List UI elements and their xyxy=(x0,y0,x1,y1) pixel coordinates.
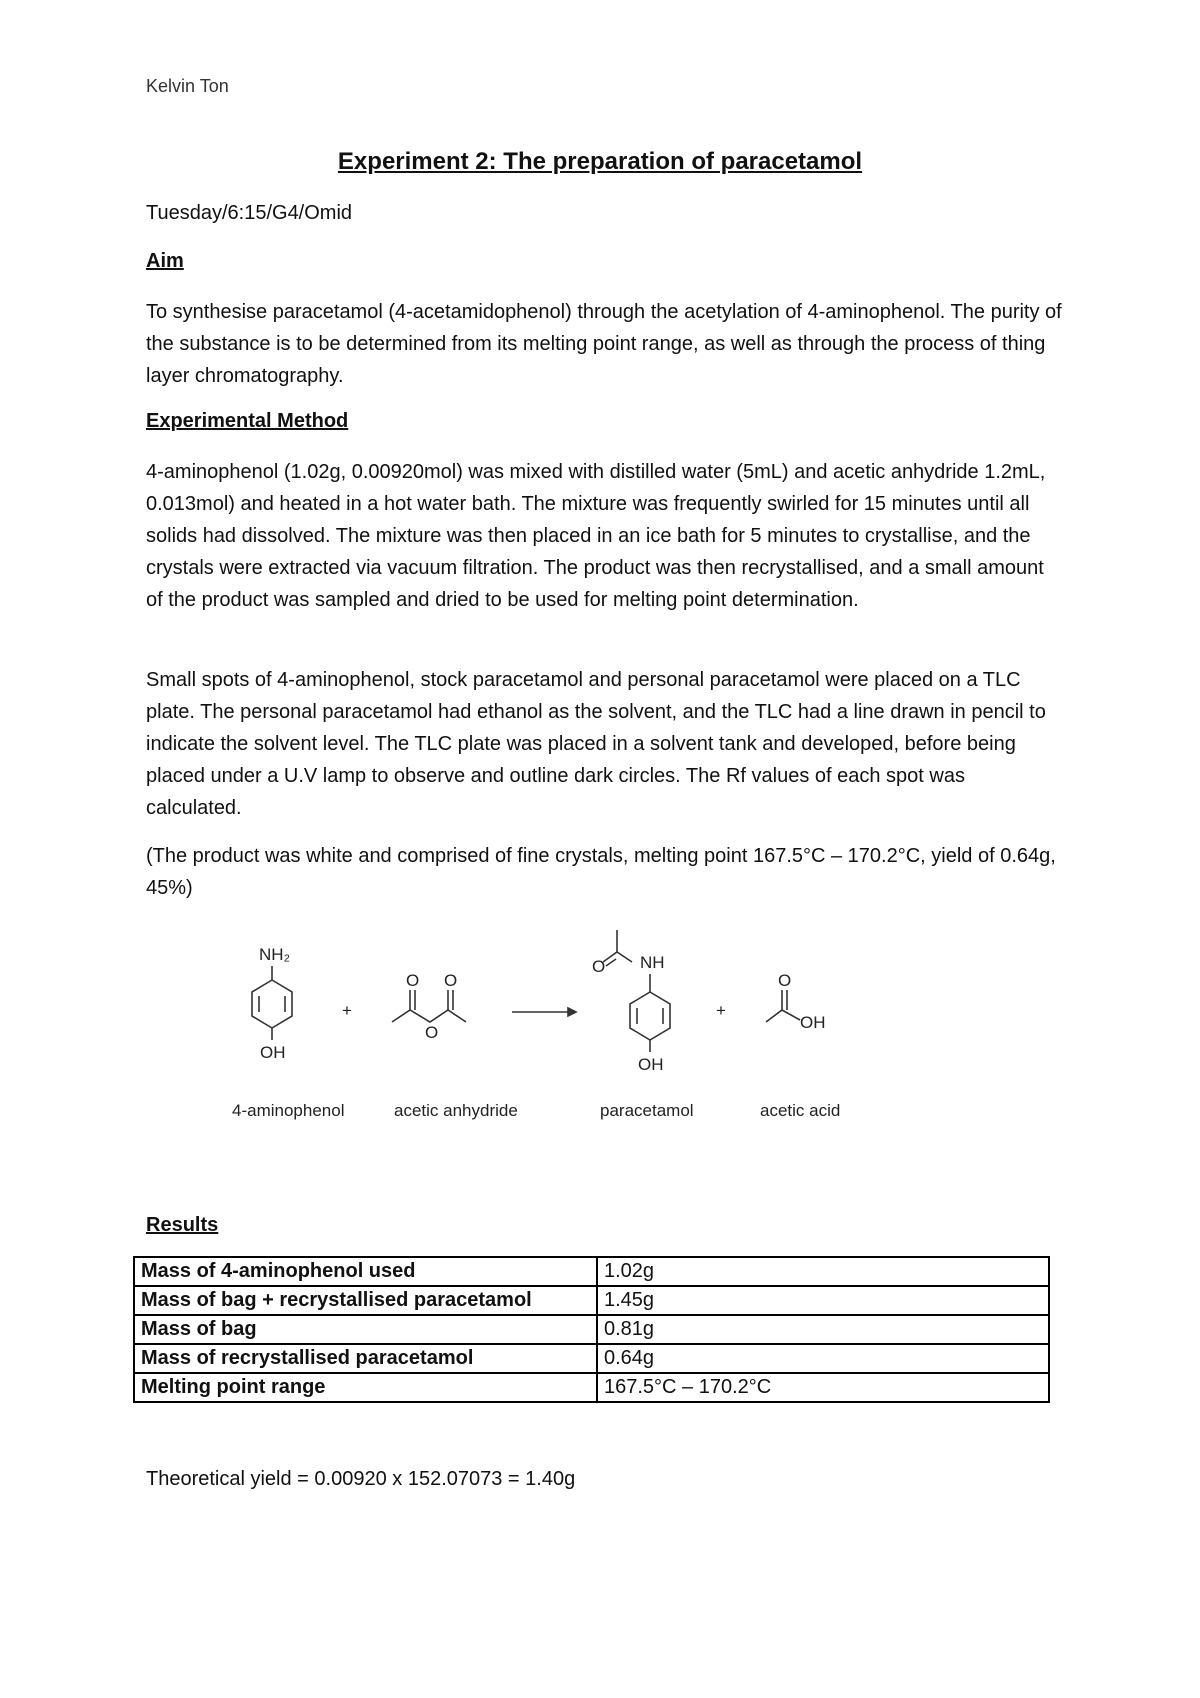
carbonyl-oxygen-label-1: O xyxy=(406,971,420,990)
document-title: Experiment 2: The preparation of paracetamol xyxy=(337,148,863,175)
amide-oxygen-label: O xyxy=(592,957,606,976)
row-label: Mass of bag xyxy=(134,1315,597,1344)
row-value: 0.64g xyxy=(597,1344,1049,1373)
aim-text: To synthesise paracetamol (4-acetamidophenol) through the acetylation of 4-aminophenol. The purity of the substance is to be determined from its melting point range, as well as through the process of thing layer chromatography. xyxy=(146,301,1062,387)
compound-label-acetic-acid: acetic acid xyxy=(760,1101,841,1120)
method-paragraph-1: 4-aminophenol (1.02g, 0.00920mol) was mixed with distilled water (5mL) and acetic anhydride 1.2mL, 0.013mol) and heated in a hot water bath. The mixture was frequently swirled for 15 minutes until all solids had dissolved. The mixture was then placed in an ice bath for 5 minutes to crystallise, and the crystals were extracted via vacuum filtration. The product was then recrystallised, and a small amount of the product was sampled and dried to be used for melting point determination. xyxy=(146,461,1046,611)
reaction-scheme xyxy=(220,930,870,1130)
theoretical-yield: Theoretical yield = 0.00920 x 152.07073 = 1.40g xyxy=(146,1468,576,1490)
acid-hydroxyl-label: OH xyxy=(800,1013,826,1032)
compound-label-aminophenol: 4-aminophenol xyxy=(232,1101,345,1120)
plus-sign-1: + xyxy=(342,1001,352,1020)
amide-nitrogen-label: NH xyxy=(640,953,665,972)
author-name: Kelvin Ton xyxy=(146,76,229,96)
hydroxyl-label-paracetamol: OH xyxy=(638,1055,664,1074)
row-value: 1.02g xyxy=(597,1257,1049,1286)
method-heading: Experimental Method xyxy=(146,410,349,432)
row-label: Mass of recrystallised paracetamol xyxy=(134,1344,597,1373)
table-row xyxy=(134,1344,1049,1373)
carbonyl-oxygen-label-2: O xyxy=(444,971,458,990)
acid-carbonyl-oxygen-label: O xyxy=(778,971,792,990)
plus-sign-2: + xyxy=(716,1001,726,1020)
row-label: Mass of 4-aminophenol used xyxy=(134,1257,597,1286)
row-label: Mass of bag + recrystallised paracetamol xyxy=(134,1286,597,1315)
row-label: Melting point range xyxy=(134,1373,597,1402)
compound-label-anhydride: acetic anhydride xyxy=(394,1101,518,1120)
hydroxyl-label-aminophenol: OH xyxy=(260,1043,286,1062)
table-row xyxy=(134,1286,1049,1315)
results-heading: Results xyxy=(146,1214,219,1236)
row-value: 0.81g xyxy=(597,1315,1049,1344)
method-paragraph-3: (The product was white and comprised of fine crystals, melting point 167.5°C – 170.2°C, yield of 0.64g, 45%) xyxy=(146,845,1056,899)
table-row xyxy=(134,1373,1049,1402)
table-row xyxy=(134,1257,1049,1286)
method-paragraph-2: Small spots of 4-aminophenol, stock paracetamol and personal paracetamol were placed on a TLC plate. The personal paracetamol had ethanol as the solvent, and the TLC had a line drawn in pencil to indicate the solvent level. The TLC plate was placed in a solvent tank and developed, before being placed under a U.V lamp to observe and outline dark circles. The Rf values of each spot was calculated. xyxy=(146,669,1046,819)
bridging-oxygen-label: O xyxy=(425,1023,439,1042)
benzene-ring-aminophenol xyxy=(252,980,292,1028)
anhydride-skeleton xyxy=(392,1010,466,1022)
amine-group-label: NH₂ xyxy=(259,945,291,964)
compound-label-paracetamol: paracetamol xyxy=(600,1101,694,1120)
aim-heading: Aim xyxy=(146,250,184,272)
benzene-ring-paracetamol xyxy=(630,992,670,1040)
row-value: 1.45g xyxy=(597,1286,1049,1315)
results-table xyxy=(133,1256,1050,1403)
table-row xyxy=(134,1315,1049,1344)
session-info: Tuesday/6:15/G4/Omid xyxy=(146,202,353,224)
row-value: 167.5°C – 170.2°C xyxy=(597,1373,1049,1402)
